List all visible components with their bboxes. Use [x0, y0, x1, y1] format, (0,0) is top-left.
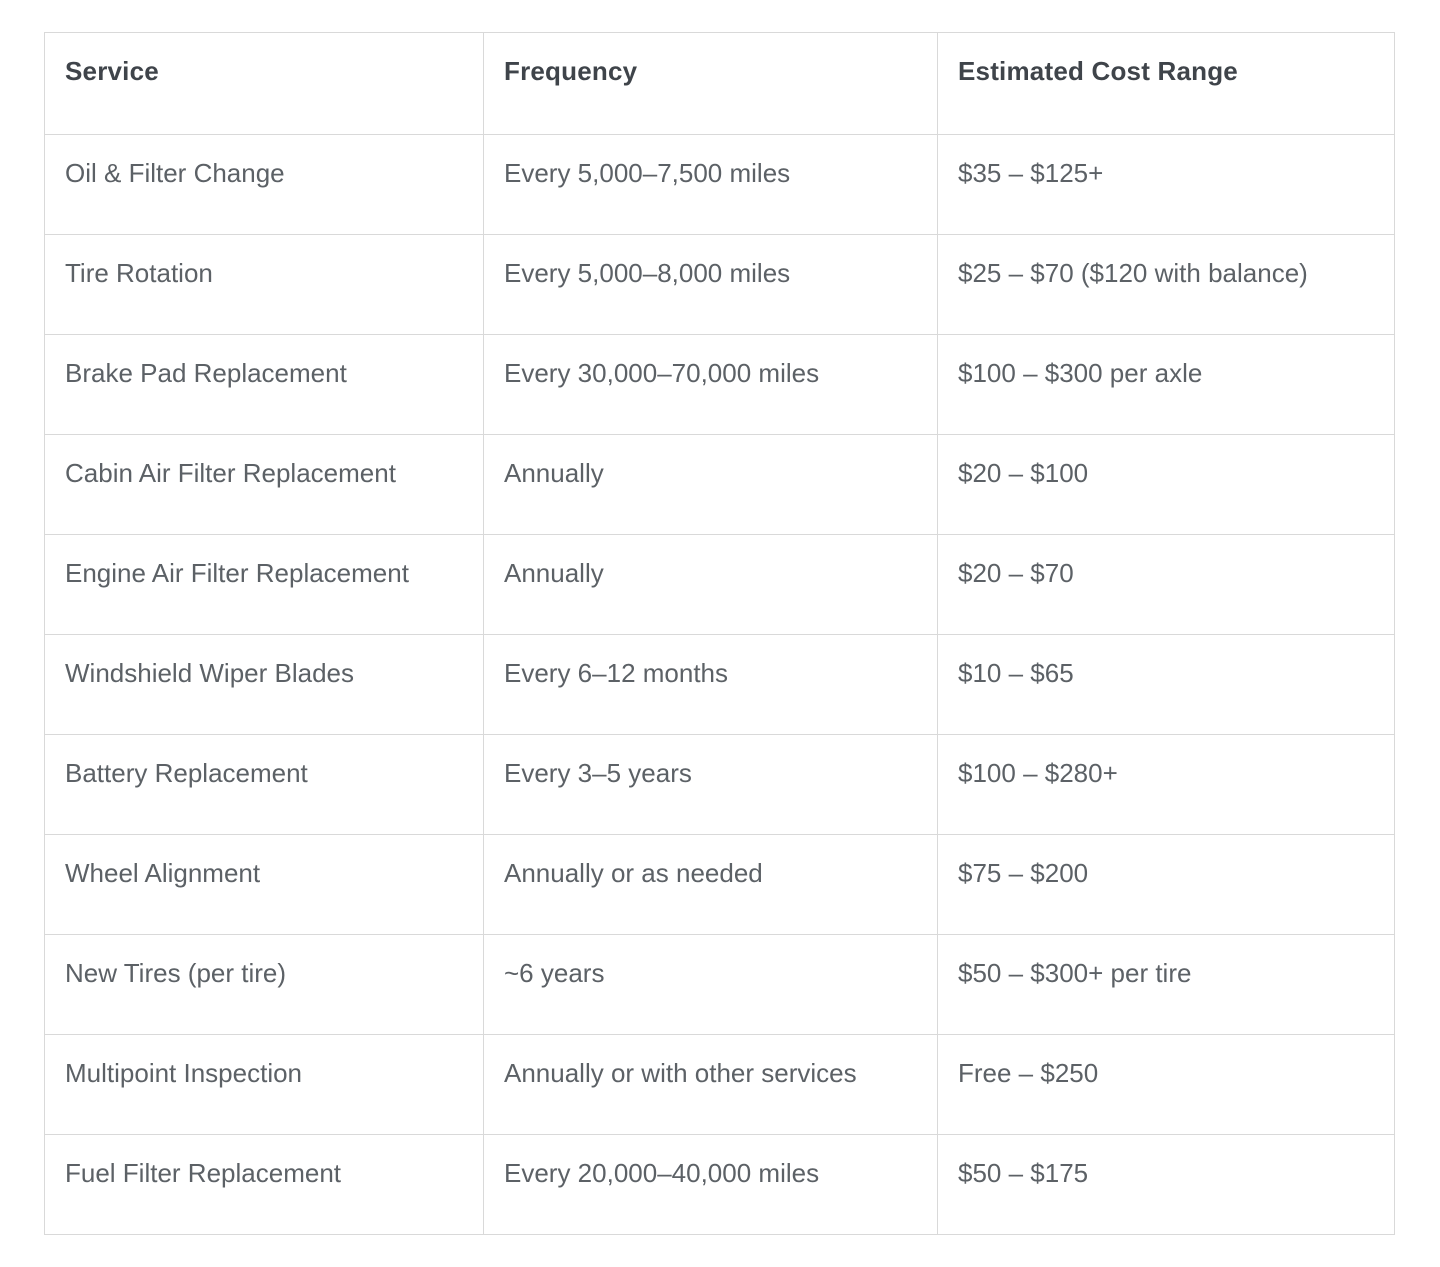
col-header-cost: Estimated Cost Range — [938, 33, 1395, 135]
cell-service: Multipoint Inspection — [45, 1035, 484, 1135]
cell-frequency: Annually — [484, 535, 938, 635]
cell-service: Cabin Air Filter Replacement — [45, 435, 484, 535]
cell-frequency: Annually or as needed — [484, 835, 938, 935]
cell-service: Tire Rotation — [45, 235, 484, 335]
cell-frequency: Every 30,000–70,000 miles — [484, 335, 938, 435]
cell-cost: $75 – $200 — [938, 835, 1395, 935]
table-row — [45, 735, 1395, 835]
cell-frequency: Every 20,000–40,000 miles — [484, 1135, 938, 1235]
col-header-frequency: Frequency — [484, 33, 938, 135]
cell-cost: $20 – $70 — [938, 535, 1395, 635]
service-cost-table — [44, 32, 1395, 1235]
cell-cost: Free – $250 — [938, 1035, 1395, 1135]
cell-service: Brake Pad Replacement — [45, 335, 484, 435]
cell-cost: $20 – $100 — [938, 435, 1395, 535]
cell-service: Oil & Filter Change — [45, 135, 484, 235]
cell-service: Battery Replacement — [45, 735, 484, 835]
table-row — [45, 1035, 1395, 1135]
table-header-row — [45, 33, 1395, 135]
cell-cost: $10 – $65 — [938, 635, 1395, 735]
cell-frequency: Every 3–5 years — [484, 735, 938, 835]
cell-frequency: Every 5,000–7,500 miles — [484, 135, 938, 235]
service-cost-table-container — [44, 32, 1395, 1235]
cell-frequency: Annually — [484, 435, 938, 535]
table-row — [45, 635, 1395, 735]
cell-cost: $50 – $300+ per tire — [938, 935, 1395, 1035]
cell-service: Wheel Alignment — [45, 835, 484, 935]
cell-service: New Tires (per tire) — [45, 935, 484, 1035]
cell-frequency: Annually or with other services — [484, 1035, 938, 1135]
table-row — [45, 335, 1395, 435]
table-row — [45, 935, 1395, 1035]
table-row — [45, 535, 1395, 635]
cell-frequency: Every 5,000–8,000 miles — [484, 235, 938, 335]
cell-service: Engine Air Filter Replacement — [45, 535, 484, 635]
table-row — [45, 835, 1395, 935]
cell-frequency: ~6 years — [484, 935, 938, 1035]
table-row — [45, 1135, 1395, 1235]
cell-frequency: Every 6–12 months — [484, 635, 938, 735]
cell-cost: $50 – $175 — [938, 1135, 1395, 1235]
cell-cost: $35 – $125+ — [938, 135, 1395, 235]
cell-service: Windshield Wiper Blades — [45, 635, 484, 735]
cell-cost: $100 – $280+ — [938, 735, 1395, 835]
table-row — [45, 435, 1395, 535]
cell-cost: $25 – $70 ($120 with balance) — [938, 235, 1395, 335]
table-row — [45, 135, 1395, 235]
col-header-service: Service — [45, 33, 484, 135]
cell-service: Fuel Filter Replacement — [45, 1135, 484, 1235]
cell-cost: $100 – $300 per axle — [938, 335, 1395, 435]
table-row — [45, 235, 1395, 335]
